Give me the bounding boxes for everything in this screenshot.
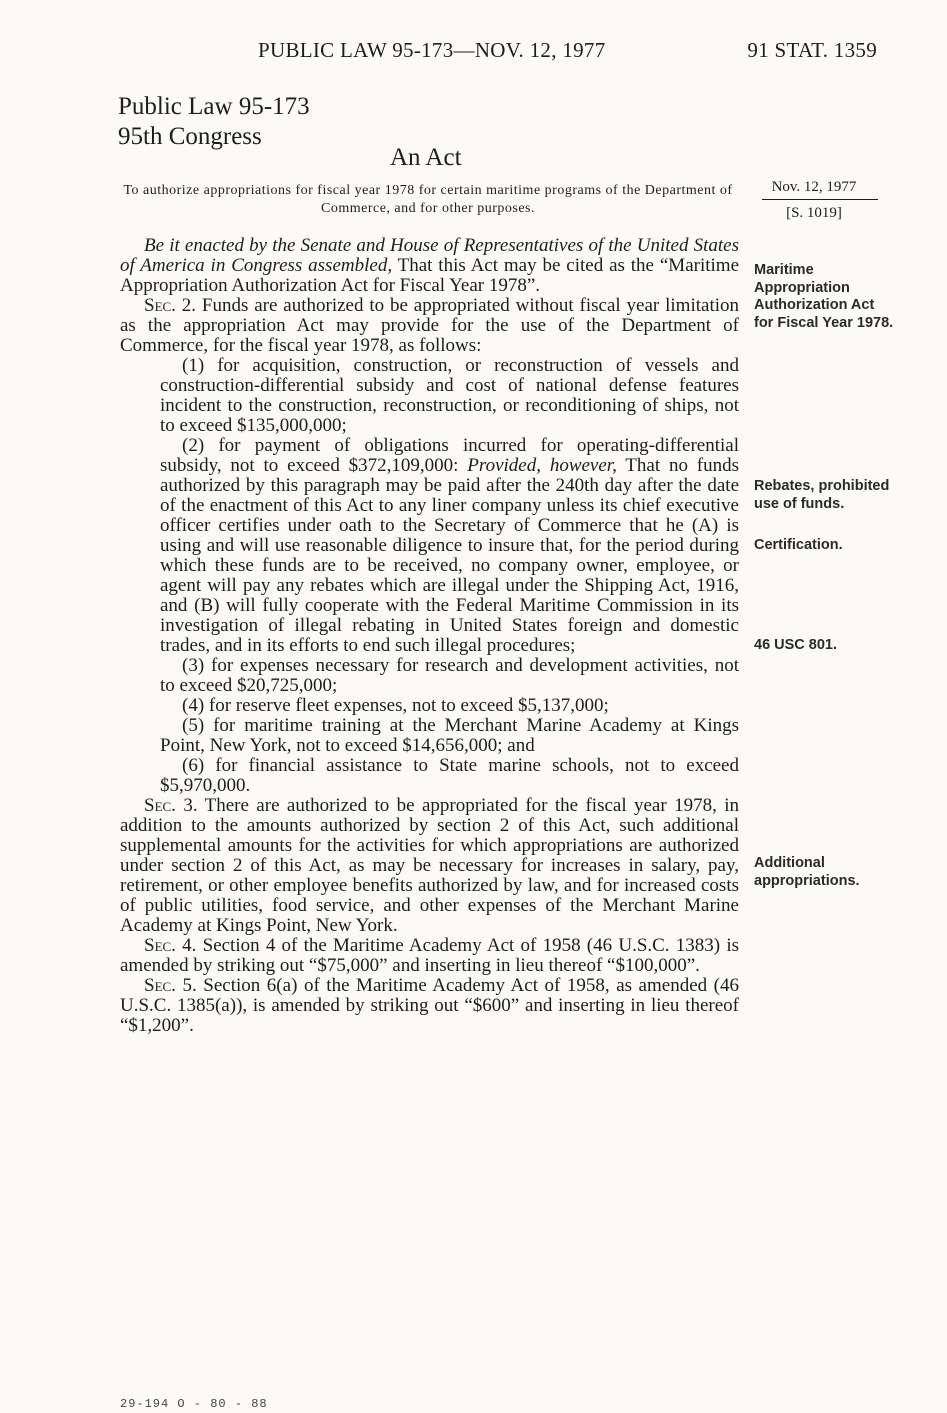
margin-note-certification: Certification. (754, 537, 843, 553)
section-4 (120, 936, 739, 976)
section-label: Sec. 4. (144, 935, 197, 956)
enacting-formula: Be it enacted by the Senate and House of Representatives of the United States of America in Congress assembled, (120, 235, 739, 276)
paragraph-4: (4) for reserve fleet expenses, not to exceed $5,137,000; (182, 695, 609, 716)
paragraph-2-pre: (2) for payment of obligations incurred for operating-differential subsidy, not to exceed $372,109,000: (160, 435, 739, 476)
date-divider (762, 199, 878, 200)
margin-note-additional: Additional appropriations. (754, 855, 860, 889)
section-text: There are authorized to be appropriated for the fiscal year 1978, in addition to the amounts authorized by section 2 of this Act, such additional supplemental amounts for the activities for which appropriations are authorized under section 2 of this Act, as may be necessary for increases in salary, pay, retirement, or other employee benefits authorized by law, and for increased costs of public utilities, food service, and other expenses of the Merchant Marine Academy at Kings Point, New York. (120, 795, 739, 936)
print-code-footer: 29-194 O - 80 - 88 (120, 1397, 268, 1411)
enactment-date-box (752, 177, 876, 223)
paragraph-3: (3) for expenses necessary for research and development activities, not to exceed $20,725,000; (160, 655, 739, 696)
running-header-left: PUBLIC LAW 95-173—NOV. 12, 1977 (258, 38, 606, 62)
paragraph-6: (6) for financial assistance to State marine schools, not to exceed $5,970,000. (160, 755, 739, 796)
paragraph-2 (120, 436, 739, 656)
section-label: Sec. 3. (144, 795, 198, 816)
section-text: Section 4 of the Maritime Academy Act of 1958 (46 U.S.C. 1383) is amended by striking out “$75,000” and inserting in lieu thereof “$100,000”. (120, 935, 739, 976)
section-5 (120, 976, 739, 1036)
bill-number: [S. 1019] (786, 205, 842, 221)
section-text: Funds are authorized to be appropriated without fiscal year limitation as the appropriation Act may provide for the use of the Department of Commerce, for the fiscal year 1978, as follows: (120, 295, 739, 356)
act-title: An Act (390, 144, 462, 171)
enactment-date: Nov. 12, 1977 (771, 179, 857, 195)
margin-note-short-title: Maritime Appropriation Authorization Act for Fiscal Year 1978. (754, 262, 894, 331)
act-body (120, 236, 739, 1036)
section-2 (120, 296, 739, 356)
congress-number: 95th Congress (118, 123, 262, 150)
paragraph-5: (5) for maritime training at the Merchant Marine Academy at Kings Point, New York, not to exceed $14,656,000; and (160, 715, 739, 756)
paragraph-1: (1) for acquisition, construction, or reconstruction of vessels and construction-differential subsidy and cost of national defense features incident to the construction, reconstruction, or reconditioning of ships, not to exceed $135,000,000; (160, 355, 739, 436)
act-purpose: To authorize appropriations for fiscal year 1978 for certain maritime programs of the Department of Commerce, and for other purposes. (123, 183, 733, 216)
margin-note-usc: 46 USC 801. (754, 637, 838, 653)
paragraph-2-post: That no funds authorized by this paragraph may be paid after the 240th day after the date of the enactment of this Act to any liner company unless its chief executive officer certifies under oath to the Secretary of Commerce that he (A) is using and will use reasonable diligence to insure that, for the period during which these funds are to be received, no company owner, employee, or agent will pay any rebates which are illegal under the Shipping Act, 1916, and (B) will fully cooperate with the Federal Maritime Commission in its investigation of illegal rebating in United States foreign and domestic trades, and in its efforts to end such illegal procedures; (160, 455, 740, 656)
section-3 (120, 796, 739, 936)
law-number: Public Law 95-173 (118, 93, 310, 120)
section-label: Sec. 2. (144, 295, 197, 316)
short-title-text: That this Act may be cited as the “Maritime Appropriation Authorization Act for Fiscal Year 1978”. (120, 255, 739, 296)
enacting-clause (120, 236, 739, 296)
section-label: Sec. 5. (144, 975, 197, 996)
section-text: Section 6(a) of the Maritime Academy Act of 1958, as amended (46 U.S.C. 1385(a)), is amended by striking out “$600” and inserting in lieu thereof “$1,200”. (120, 975, 740, 1036)
margin-note-rebates: Rebates, prohibited use of funds. (754, 478, 890, 512)
running-header-right: 91 STAT. 1359 (747, 38, 877, 62)
proviso: Provided, however, (467, 455, 617, 476)
